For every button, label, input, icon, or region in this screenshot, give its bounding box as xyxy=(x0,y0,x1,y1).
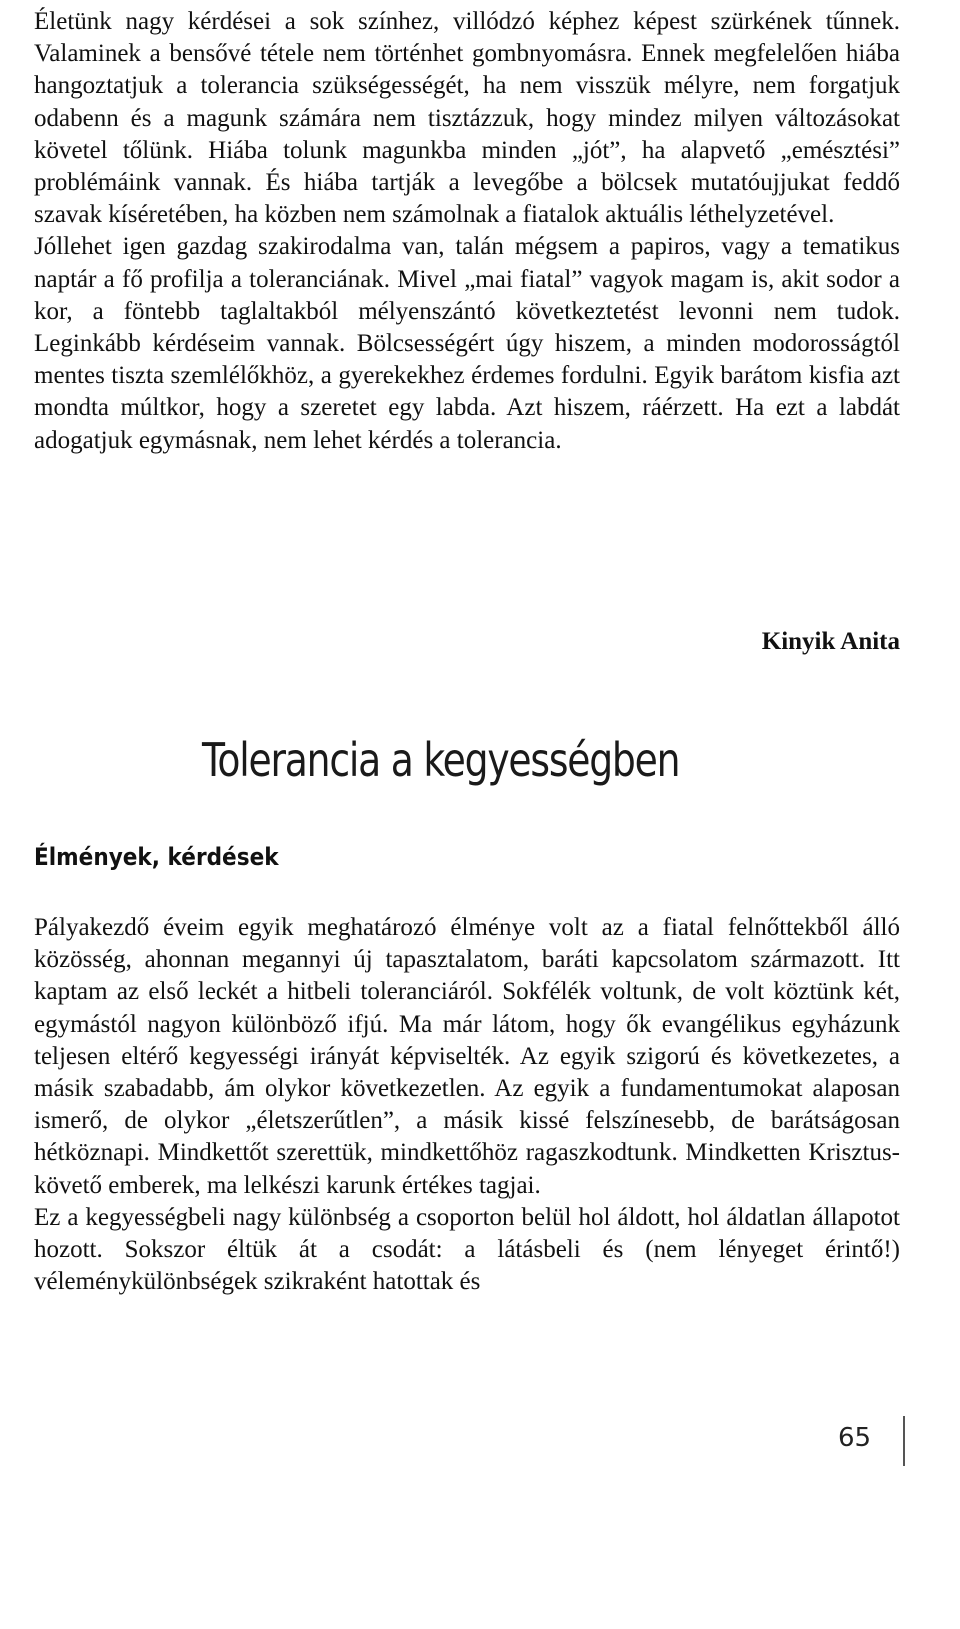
article-title: Tolerancia a kegyességben xyxy=(202,733,680,787)
page-number: 65 xyxy=(838,1423,872,1453)
section-heading: Élmények, kérdések xyxy=(34,843,279,871)
paragraph: Jóllehet igen gazdag szakirodalma van, talán mégsem a papiros, vagy a tematikus naptár a fő profilja a toleranciának. Mivel „mai fiatal” vagyok magam is, akit sodor a kor, a föntebb taglaltakból mélyenszántó következtetést levonni nem tudok. Leginkább kérdéseim vannak. Bölcsességért úgy hiszem, a minden modorosságtól mentes tiszta szemlélőkhöz, a gyerekekhez érdemes fordulni. Egyik barátom kisfia azt mondta múltkor, hogy a szeretet egy labda. Azt hiszem, ráérzett. Ha ezt a labdát adogatjuk egymásnak, nem lehet kérdés a tolerancia. xyxy=(34,233,900,454)
article-body xyxy=(34,912,900,1298)
page-number-rule xyxy=(903,1416,905,1466)
paragraph: Ez a kegyességbeli nagy különbség a csoporton belül hol áldott, hol áldatlan állapotot hozott. Sokszor éltük át a csodát: a látásbeli és (nem lényeget érintő!) véleménykülönbségek szikraként hatottak és xyxy=(34,1203,900,1296)
document-page xyxy=(34,0,900,1629)
author-signature: Kinyik Anita xyxy=(761,628,900,655)
paragraph: Életünk nagy kérdései a sok színhez, villódzó képhez képest szürkének tűnnek. Valaminek a bensővé tétele nem történhet gombnyomásra. Ennek megfelelően hiába hangoztatjuk a tolerancia szükségességét, ha nem visszük mélyre, nem forgatjuk odabenn és a magunk számára nem tisztázzuk, hogy mindez milyen változásokat követel tőlünk. Hiába tolunk magunkba minden „jót”, ha alapvető „emésztési” problémáink vannak. És hiába tartják a levegőbe a bölcsek mutatóujjukat feddő szavak kíséretében, ha közben nem számolnak a fiatalok aktuális léthelyzetével. xyxy=(34,8,900,229)
previous-article-text xyxy=(34,6,900,457)
paragraph: Pályakezdő éveim egyik meghatározó élménye volt az a fiatal felnőttekből álló közösség, ahonnan megannyi új tapasztalatom, baráti kapcsolatom származott. Itt kaptam az első leckét a hitbeli toleranciáról. Sokfélék voltunk, de volt köztünk két, egymástól nagyon különböző ifjú. Ma már látom, hogy ők evangélikus egyházunk teljesen eltérő kegyességi irányát képviselték. Az egyik szigorú és következetes, a másik szabadabb, ám olykor következetlen. Az egyik a fundamentumokat alaposan ismerő, de olykor „életszerűtlen”, a másik kissé felszínesebb, de barátságosan hétköznapi. Mindkettőt szerettük, mindkettőhöz ragaszkodtunk. Mindketten Krisztus-követő emberek, ma lelkészi karunk értékes tagjai. xyxy=(34,914,900,1199)
